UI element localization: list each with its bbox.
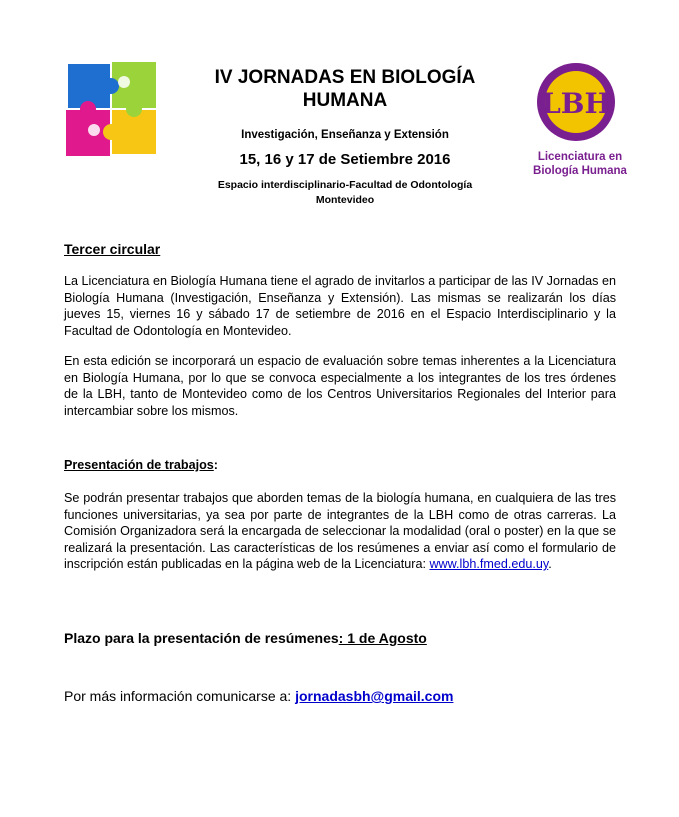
deadline-date: : 1 de Agosto — [338, 630, 427, 646]
deadline-line: Plazo para la presentación de resúmenes: 1 de Agosto — [64, 630, 427, 646]
contact-email-link[interactable]: jornadasbh@gmail.com — [295, 688, 454, 704]
event-dates: 15, 16 y 17 de Setiembre 2016 — [239, 151, 451, 168]
lbh-logo-letters: LBH — [541, 87, 611, 120]
trabajos-paragraph: Se podrán presentar trabajos que aborden temas de la biología humana, en cualquiera de las tres funciones universitarias, ya sea por parte de integrantes de la LBH como de otras carreras. La Comisión Organizadora será la encargada de seleccionar la modalidad (oral o poster) en la que se realizará la presentación. Las características de los resúmenes a enviar así como el formulario de inscripción están publicadas en la página web de la Licenciatura: www.lbh.fmed.edu.uy. — [64, 491, 616, 571]
event-venue: Espacio interdisciplinario-Facultad de Odontología Montevideo — [217, 179, 473, 206]
circular-heading: Tercer circular — [64, 241, 161, 257]
lbh-logo — [536, 62, 616, 142]
event-subtitle: Investigación, Enseñanza y Extensión — [241, 129, 449, 141]
trabajos-heading: Presentación de trabajos: — [64, 458, 218, 472]
event-title: IV JORNADAS EN BIOLOGÍA HUMANA — [214, 67, 476, 111]
evaluation-paragraph: En esta edición se incorporará un espacio de evaluación sobre temas inherentes a la Licenciatura en Biología Humana, por lo que se convoca especialmente a los integrantes de los tres órdenes de la LBH, tanto de Montevideo como de los Centros Universitarios Regionales del Interior para intercambiar sobre los mismos. — [64, 354, 616, 418]
puzzle-logo — [64, 62, 160, 158]
contact-line: Por más información comunicarse a: jornadasbh@gmail.com — [64, 688, 454, 704]
intro-paragraph: La Licenciatura en Biología Humana tiene el agrado de invitarlos a participar de las IV Jornadas en Biología Humana (Investigación, Enseñanza y Extensión). Las mismas se realizarán los días jueves 15, viernes 16 y sábado 17 de setiembre de 2016 en el Espacio Interdisciplinario y la Facultad de Odontología en Montevideo. — [64, 274, 616, 338]
lbh-logo-caption: Licenciatura en Biología Humana — [533, 151, 627, 177]
lbh-website-link[interactable]: www.lbh.fmed.edu.uy — [429, 557, 549, 571]
